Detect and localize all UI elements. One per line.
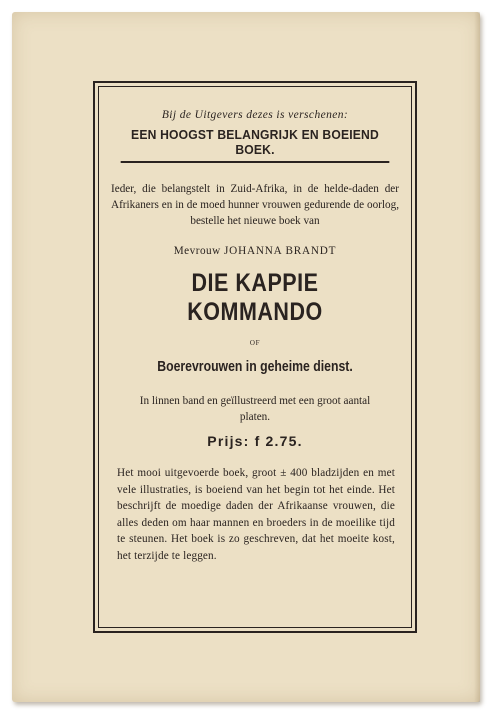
price-line: Prijs: f 2.75. xyxy=(207,433,303,449)
advertisement-content xyxy=(109,109,401,565)
page-edge-shadow xyxy=(474,12,480,702)
announcement-line: Bij de Uitgevers dezes is verschenen: xyxy=(161,109,349,121)
author-name: JOHANNA BRANDT xyxy=(224,245,337,257)
or-word: OF xyxy=(249,339,261,347)
author-prefix: Mevrouw xyxy=(173,245,221,257)
advertisement-frame xyxy=(93,81,417,633)
author-line xyxy=(109,245,401,257)
book-title: DIE KAPPIE KOMMANDO xyxy=(187,269,323,326)
book-subtitle: Boerevrouwen in geheime dienst. xyxy=(157,359,353,375)
book-back-cover xyxy=(12,12,480,702)
headline: EEN HOOGST BELANGRIJK EN BOEIEND BOEK. xyxy=(121,127,390,163)
intro-paragraph: Ieder, die belangstelt in Zuid-Afrika, in de helde-daden der Afrikaners en in de moed hunner vrouwen gedurende de oorlog, bestelle het nieuwe boek van xyxy=(111,183,399,227)
description-paragraph: Het mooi uitgevoerde boek, groot ± 400 bladzijden en met vele illustraties, is boeiend van het begin tot het einde. Het beschrijft de moedige daden der Afrikaanse vrouwen, die alles deden om haar mannen en broeders in de moeilike tijd te steunen. Het boek is zo geschreven, dat het moeite kost, het terzijde te leggen. xyxy=(117,467,395,562)
binding-note: In linnen band en geïllustreerd met een groot aantal platen. xyxy=(139,395,371,423)
